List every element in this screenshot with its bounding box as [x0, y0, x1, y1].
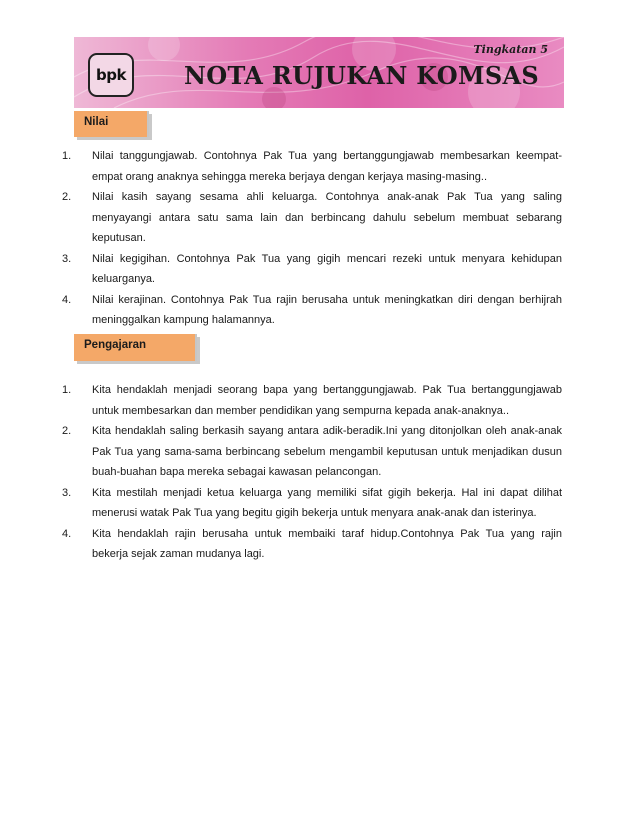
logo-text: bpk	[96, 66, 126, 84]
item-text: Nilai kegigihan. Contohnya Pak Tua yang gigih mencari rezeki untuk menyara kehidupan keluarganya.	[92, 252, 562, 285]
nilai-list	[62, 146, 562, 331]
header-banner	[74, 37, 564, 108]
list-item	[62, 380, 562, 421]
section-heading-label: Nilai	[84, 116, 109, 128]
list-item	[62, 524, 562, 565]
item-number: 3.	[62, 486, 72, 499]
bpk-logo	[88, 53, 134, 97]
item-number: 2.	[62, 425, 72, 437]
item-text: Nilai kasih sayang sesama ahli keluarga. Contohnya anak-anak Pak Tua yang saling menyayangi antara satu sama lain dan berbincang dahulu sebelum membuat sebarang keputusan.	[92, 191, 562, 244]
item-number: 4.	[62, 527, 72, 540]
item-text: Kita mestilah menjadi ketua keluarga yang memiliki sifat gigih bekerja. Hal ini dapat dilihat menerusi watak Pak Tua yang begitu gigih bekerja untuk menyara anak-anak dan isterinya.	[92, 486, 562, 519]
list-item	[62, 483, 562, 524]
page-title: NOTA RUJUKAN KOMSAS	[184, 61, 540, 90]
item-number: 1.	[62, 384, 72, 396]
pengajaran-list	[62, 380, 562, 565]
item-number: 1.	[62, 150, 72, 162]
section-heading-nilai	[74, 111, 149, 137]
item-text: Kita hendaklah saling berkasih sayang antara adik-beradik.Ini yang ditonjolkan oleh anak-anak Pak Tua yang sama-sama berbincang sebelum mengambil keputusan untuk menjadikan dusun buah-buahan bapa mereka sebagai kawasan pelancongan.	[92, 425, 562, 478]
level-label: Tingkatan 5	[473, 43, 548, 56]
list-item	[62, 249, 562, 290]
item-text: Kita hendaklah rajin berusaha untuk membaiki taraf hidup.Contohnya Pak Tua yang rajin bekerja sejak zaman mudanya lagi.	[92, 527, 562, 560]
item-text: Kita hendaklah menjadi seorang bapa yang bertanggungjawab. Pak Tua bertanggungjawab untuk membesarkan dan member pendidikan yang sempurna kepada anak-anaknya..	[92, 384, 562, 417]
list-item	[62, 187, 562, 249]
section-heading-pengajaran	[74, 334, 197, 361]
item-number: 3.	[62, 252, 72, 265]
item-number: 2.	[62, 191, 72, 203]
section-heading-label: Pengajaran	[84, 339, 146, 351]
list-item	[62, 421, 562, 483]
item-text: Nilai tanggungjawab. Contohnya Pak Tua yang bertanggungjawab membesarkan keempat-empat orang anaknya sehingga mereka berjaya dengan kerjaya masing-masing..	[92, 150, 562, 183]
list-item	[62, 146, 562, 187]
item-number: 4.	[62, 293, 72, 306]
item-text: Nilai kerajinan. Contohnya Pak Tua rajin berusaha untuk meningkatkan diri dengan berhijrah meninggalkan kampung halamannya.	[92, 293, 562, 326]
list-item	[62, 290, 562, 331]
